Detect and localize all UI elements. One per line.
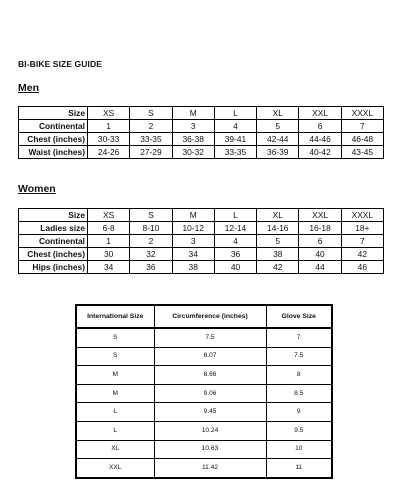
table-cell: 10.63 xyxy=(154,440,266,459)
table-cell: 9.45 xyxy=(154,403,266,422)
table-row xyxy=(19,209,384,222)
table-cell: 1 xyxy=(88,120,130,133)
table-cell: 7.5 xyxy=(154,328,266,347)
table-cell: 30 xyxy=(88,248,130,261)
table-cell: 4 xyxy=(214,235,256,248)
table-cell: S xyxy=(76,347,154,366)
table-cell: 8.07 xyxy=(154,347,266,366)
row-label: Ladies size xyxy=(19,222,88,235)
table-cell: 44-46 xyxy=(299,133,341,146)
table-cell: 27-29 xyxy=(130,146,172,159)
table-cell: 36-39 xyxy=(257,146,299,159)
table-row xyxy=(76,440,332,459)
table-cell: XS xyxy=(88,107,130,120)
column-header: International Size xyxy=(76,305,154,328)
table-cell: 36-38 xyxy=(172,133,214,146)
table-cell: XL xyxy=(257,209,299,222)
table-cell: 7.5 xyxy=(266,347,332,366)
table-cell: S xyxy=(130,107,172,120)
table-header-row xyxy=(76,305,332,328)
table-cell: 5 xyxy=(257,120,299,133)
row-label: Hips (inches) xyxy=(19,261,88,274)
table-cell: XL xyxy=(257,107,299,120)
table-row xyxy=(76,403,332,422)
page-title: BI-BIKE SIZE GUIDE xyxy=(18,59,102,69)
table-cell: 4 xyxy=(214,120,256,133)
table-row xyxy=(76,366,332,385)
table-row xyxy=(19,248,384,261)
table-cell: 36 xyxy=(130,261,172,274)
table-cell: 11 xyxy=(266,459,332,478)
table-cell: 30-33 xyxy=(88,133,130,146)
table-cell: XXL xyxy=(76,459,154,478)
table-cell: 9.06 xyxy=(154,384,266,403)
table-row xyxy=(19,146,384,159)
table-row xyxy=(19,222,384,235)
table-cell: 12-14 xyxy=(214,222,256,235)
table-row xyxy=(19,133,384,146)
table-cell: 39-41 xyxy=(214,133,256,146)
table-cell: 8.5 xyxy=(266,384,332,403)
table-cell: 8.66 xyxy=(154,366,266,385)
table-cell: 5 xyxy=(257,235,299,248)
table-cell: 2 xyxy=(130,120,172,133)
table-cell: L xyxy=(214,107,256,120)
table-cell: 24-26 xyxy=(88,146,130,159)
table-row xyxy=(76,384,332,403)
table-cell: 10 xyxy=(266,440,332,459)
table-cell: 40-42 xyxy=(299,146,341,159)
table-cell: 43-45 xyxy=(341,146,383,159)
table-cell: M xyxy=(172,209,214,222)
row-label: Continental xyxy=(19,120,88,133)
table-cell: XXL xyxy=(299,209,341,222)
table-row xyxy=(76,421,332,440)
table-cell: 6-8 xyxy=(88,222,130,235)
table-cell: 2 xyxy=(130,235,172,248)
column-header: Circumference (inches) xyxy=(154,305,266,328)
table-cell: 38 xyxy=(257,248,299,261)
men-heading: Men xyxy=(18,82,39,94)
table-cell: 38 xyxy=(172,261,214,274)
table-row xyxy=(19,261,384,274)
table-cell: XL xyxy=(76,440,154,459)
table-row xyxy=(19,107,384,120)
table-cell: 8-10 xyxy=(130,222,172,235)
table-cell: XXL xyxy=(299,107,341,120)
table-cell: 40 xyxy=(299,248,341,261)
table-cell: 33-35 xyxy=(214,146,256,159)
table-cell: XS xyxy=(88,209,130,222)
table-cell: 14-16 xyxy=(257,222,299,235)
glove-size-table xyxy=(75,304,333,479)
table-cell: 36 xyxy=(214,248,256,261)
table-cell: 46-48 xyxy=(341,133,383,146)
table-cell: 34 xyxy=(88,261,130,274)
table-cell: 42-44 xyxy=(257,133,299,146)
row-label: Chest (inches) xyxy=(19,248,88,261)
table-cell: L xyxy=(76,421,154,440)
column-header: Glove Size xyxy=(266,305,332,328)
table-cell: 33-35 xyxy=(130,133,172,146)
table-cell: 3 xyxy=(172,235,214,248)
table-cell: 3 xyxy=(172,120,214,133)
table-cell: 32 xyxy=(130,248,172,261)
table-cell: 8 xyxy=(266,366,332,385)
row-label: Size xyxy=(19,209,88,222)
table-cell: 10.24 xyxy=(154,421,266,440)
table-row xyxy=(76,347,332,366)
table-cell: M xyxy=(172,107,214,120)
table-cell: XXXL xyxy=(341,107,383,120)
table-cell: 10-12 xyxy=(172,222,214,235)
table-row xyxy=(76,328,332,347)
table-cell: L xyxy=(214,209,256,222)
women-heading: Women xyxy=(18,183,56,195)
row-label: Size xyxy=(19,107,88,120)
table-cell: 7 xyxy=(341,120,383,133)
table-cell: 42 xyxy=(341,248,383,261)
table-cell: 30-32 xyxy=(172,146,214,159)
table-cell: 34 xyxy=(172,248,214,261)
table-cell: 6 xyxy=(299,120,341,133)
row-label: Chest (inches) xyxy=(19,133,88,146)
table-cell: 11.42 xyxy=(154,459,266,478)
table-cell: 18+ xyxy=(341,222,383,235)
table-cell: 16-18 xyxy=(299,222,341,235)
table-cell: S xyxy=(130,209,172,222)
table-cell: M xyxy=(76,366,154,385)
table-cell: 7 xyxy=(341,235,383,248)
table-cell: 6 xyxy=(299,235,341,248)
table-row xyxy=(19,120,384,133)
table-cell: 9 xyxy=(266,403,332,422)
table-cell: 9.5 xyxy=(266,421,332,440)
table-cell: 40 xyxy=(214,261,256,274)
row-label: Continental xyxy=(19,235,88,248)
table-row xyxy=(76,459,332,478)
men-size-table xyxy=(18,106,384,159)
table-cell: 46 xyxy=(341,261,383,274)
table-cell: 44 xyxy=(299,261,341,274)
table-row xyxy=(19,235,384,248)
table-cell: S xyxy=(76,328,154,347)
table-cell: 7 xyxy=(266,328,332,347)
table-cell: M xyxy=(76,384,154,403)
table-cell: XXXL xyxy=(341,209,383,222)
table-cell: 1 xyxy=(88,235,130,248)
row-label: Waist (inches) xyxy=(19,146,88,159)
women-size-table xyxy=(18,208,384,274)
table-cell: L xyxy=(76,403,154,422)
table-cell: 42 xyxy=(257,261,299,274)
